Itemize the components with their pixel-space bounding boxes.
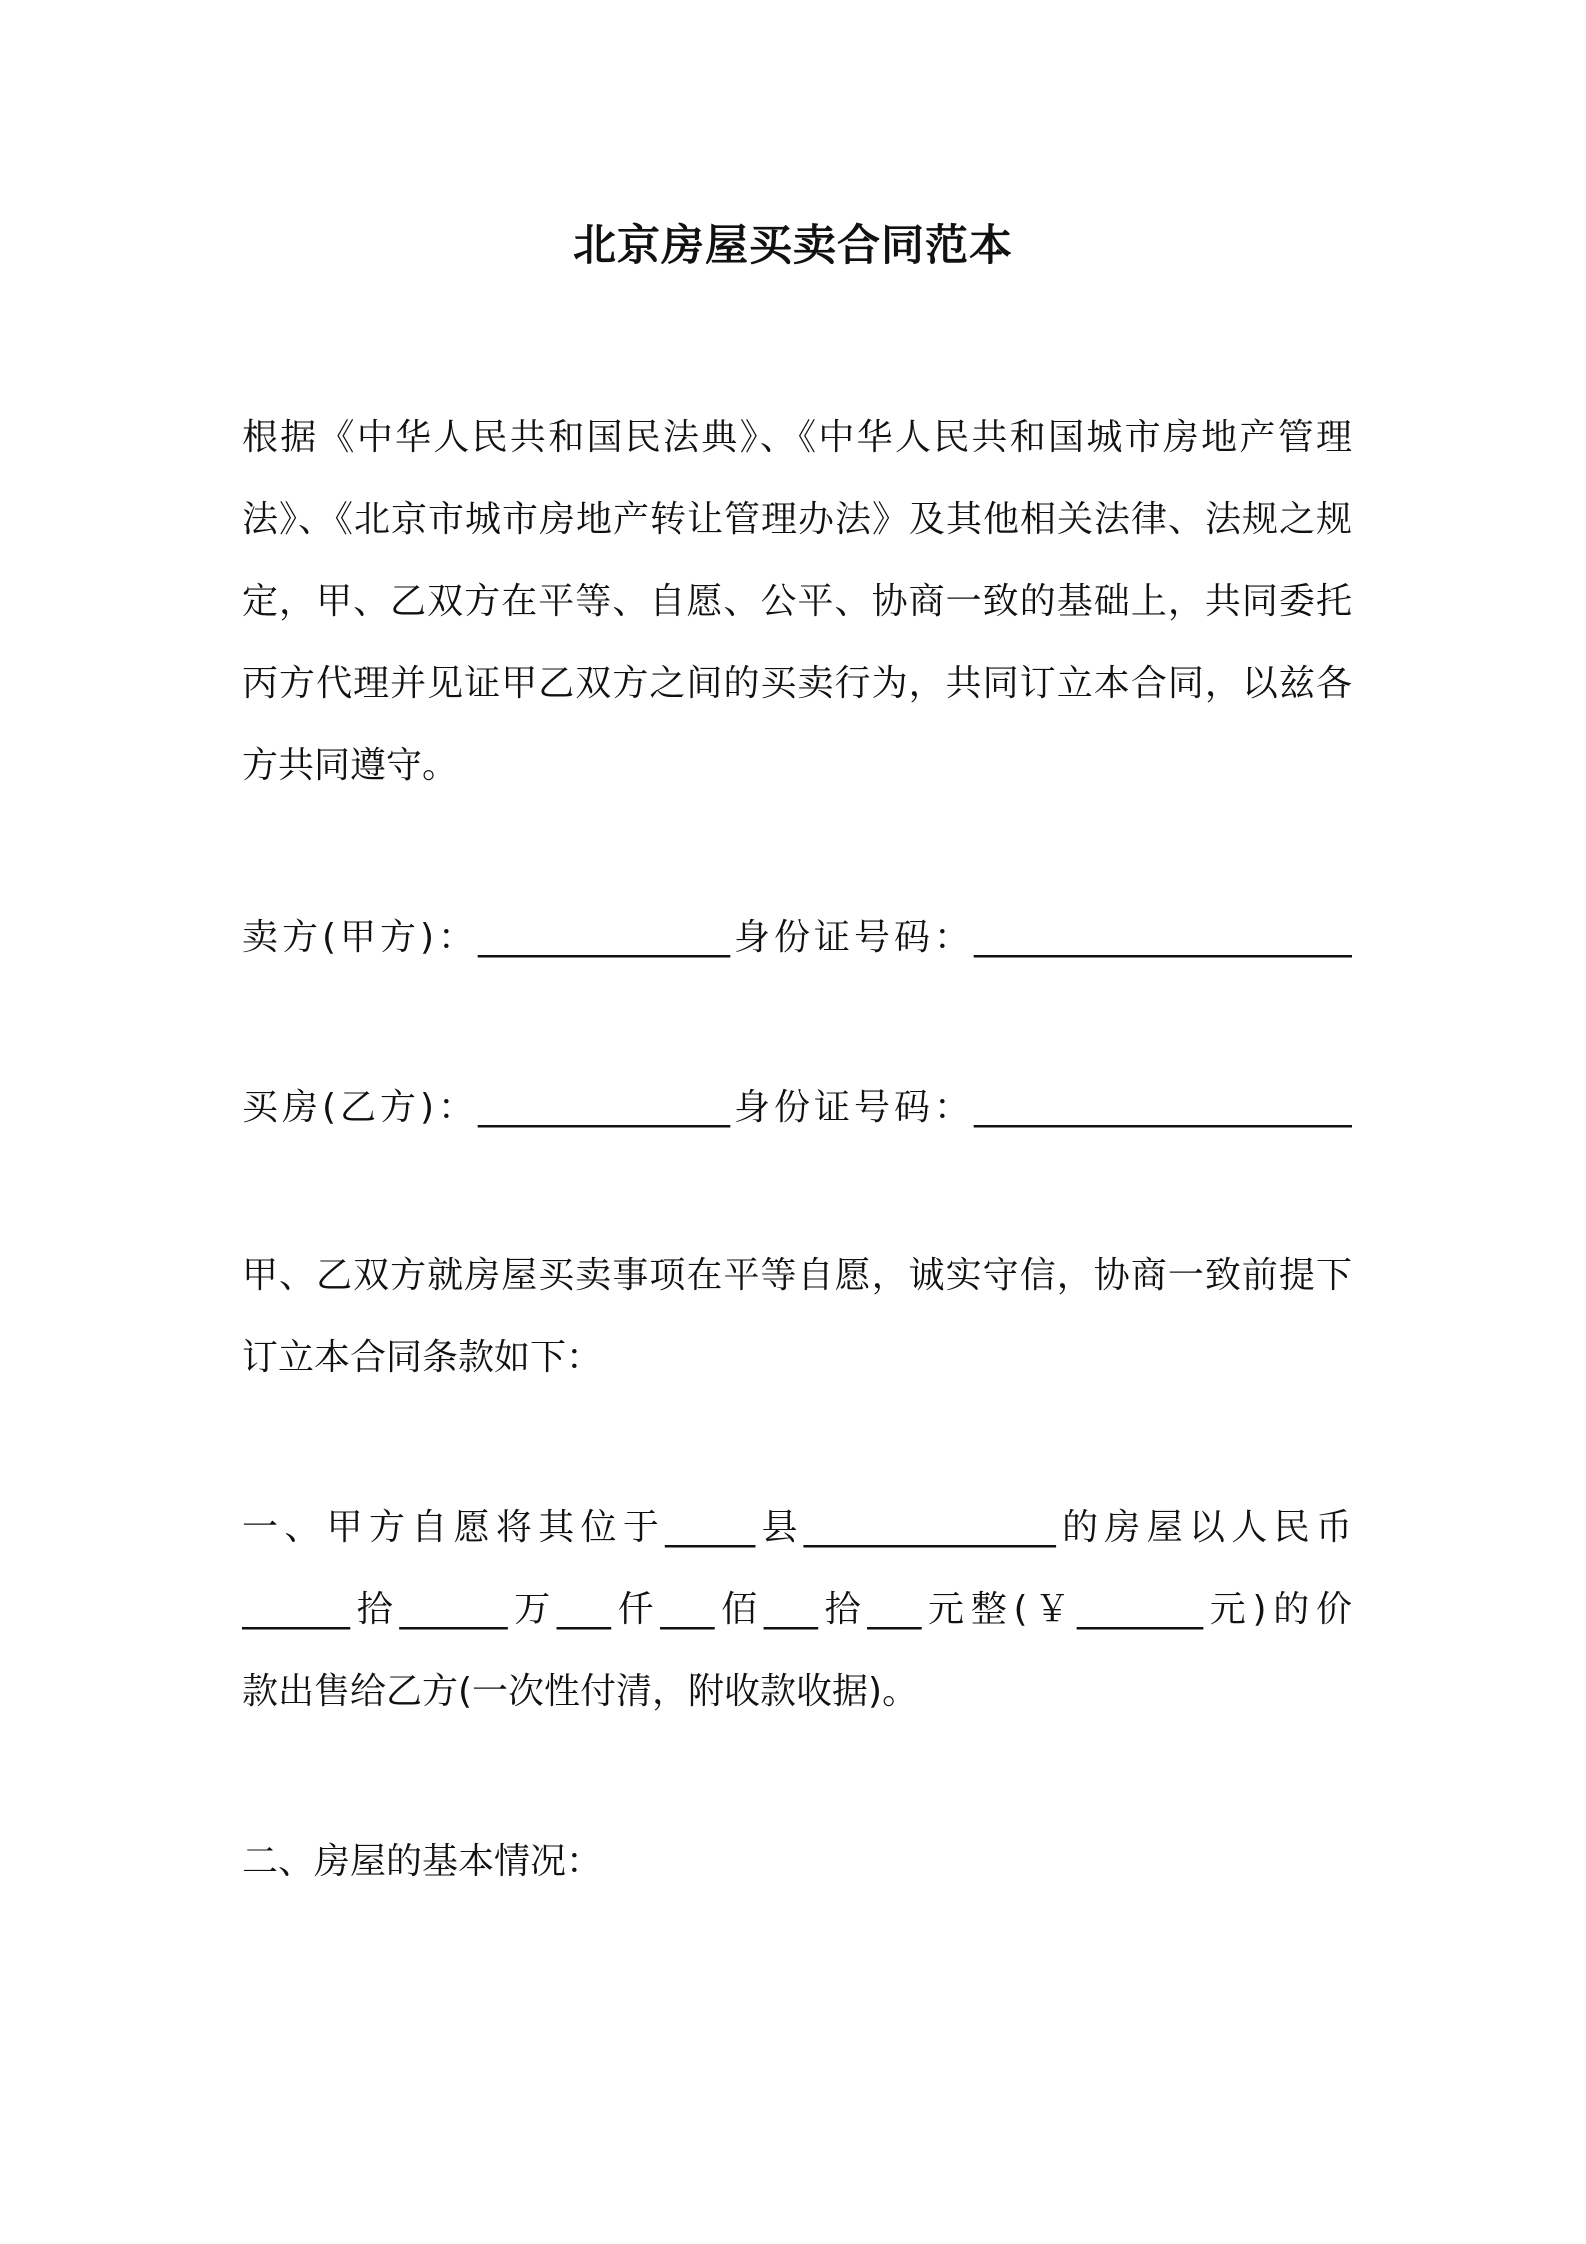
preamble-line-3: 定，甲、乙双方在平等、自愿、公平、协商一致的基础上，共同委托 <box>242 581 1352 622</box>
buyer-line: 买房(乙方)：______________身份证号码：_____________________ <box>242 1087 1352 1128</box>
clause-two-heading: 二、房屋的基本情况： <box>242 1841 603 1882</box>
preamble-line-5: 方共同遵守。 <box>242 745 459 786</box>
document-title: 北京房屋买卖合同范本 <box>573 221 1013 271</box>
clause-one-line-2: ______拾______万___仟___佰___拾___元整(￥_______元)的价 <box>242 1589 1352 1630</box>
agreement-intro-line-2: 订立本合同条款如下： <box>242 1337 603 1378</box>
clause-one-line-3: 款出售给乙方(一次性付清，附收款收据)。 <box>242 1671 919 1712</box>
preamble-line-1: 根据《中华人民共和国民法典》、《中华人民共和国城市房地产管理 <box>242 417 1352 458</box>
preamble-line-4: 丙方代理并见证甲乙双方之间的买卖行为，共同订立本合同，以兹各 <box>242 663 1352 704</box>
seller-line: 卖方(甲方)：______________身份证号码：_____________________ <box>242 917 1352 958</box>
clause-one-line-1: 一、甲方自愿将其位于_____县______________的房屋以人民币 <box>242 1507 1352 1548</box>
agreement-intro-line-1: 甲、乙双方就房屋买卖事项在平等自愿，诚实守信，协商一致前提下 <box>242 1255 1352 1296</box>
preamble-line-2: 法》、《北京市城市房地产转让管理办法》及其他相关法律、法规之规 <box>242 499 1352 540</box>
